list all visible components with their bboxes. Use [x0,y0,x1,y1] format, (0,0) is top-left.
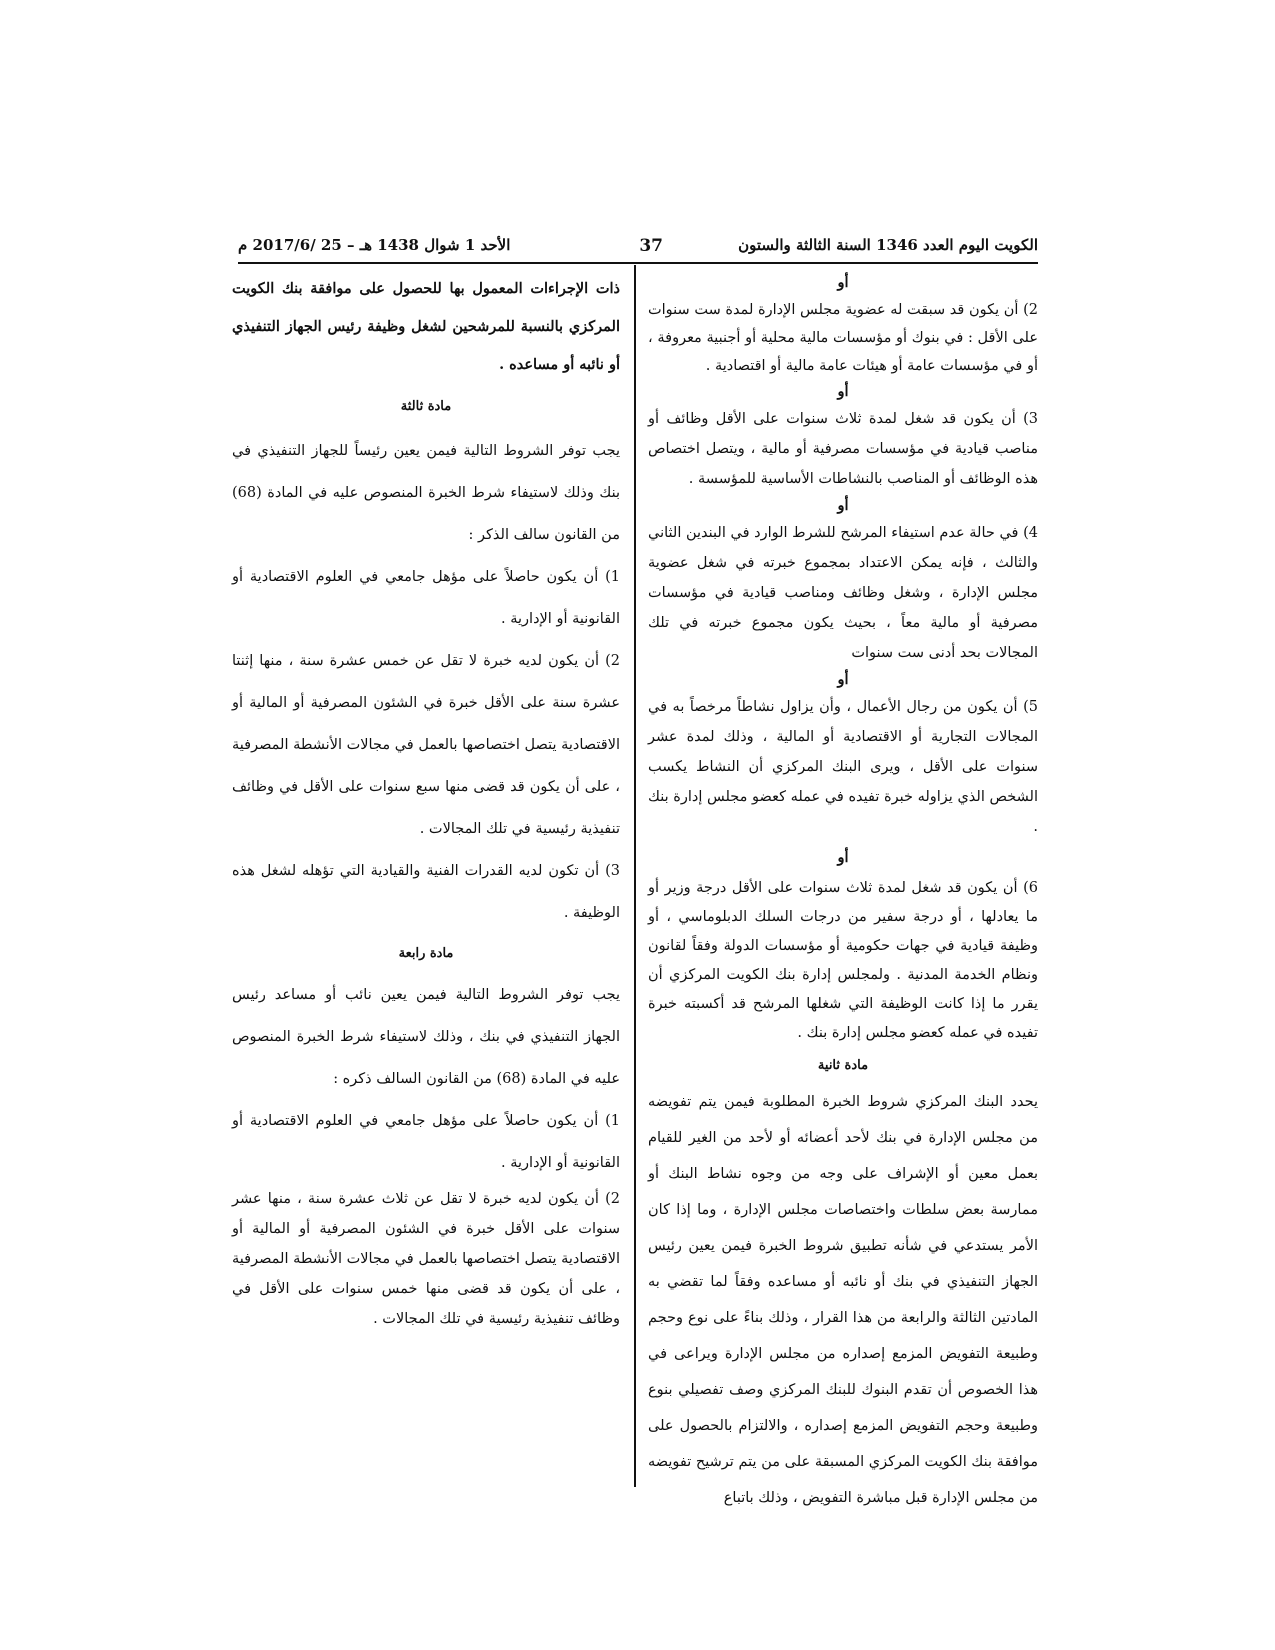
article-4-intro: يجب توفر الشروط التالية فيمن يعين نائب أو مساعد رئيس الجهاز التنفيذي في بنك ، وذلك لاستيفاء شرط الخبرة المنصوص عليه في المادة (68) من القانون السالف ذكره : [232,987,620,1087]
or-separator: أو [837,383,849,400]
article-2-heading: مادة ثانية [817,1058,869,1073]
right-item-6: 6) أن يكون قد شغل لمدة ثلاث سنوات على الأقل درجة وزير أو ما يعادلها ، أو درجة سفير من درجات السلك الدبلوماسي ، أو وظيفة قيادية في جهات حكومية أو مؤسسات الدولة وفقاً لقانون ونظام الخدمة المدنية . ولمجلس إدارة بنك الكويت المركزي أن يقرر ما إذا كانت الوظيفة التي شغلها المرشح قد أكسبته خبرة تفيده في عمله كعضو مجلس إدارة بنك . [648,880,1038,1041]
left-column [232,270,620,1334]
article-4-item-1: 1) أن يكون حاصلاً على مؤهل جامعي في العلوم الاقتصادية أو القانونية أو الإدارية . [232,1113,620,1171]
or-separator: أو [837,671,849,688]
right-item-3: 3) أن يكون قد شغل لمدة ثلاث سنوات على الأقل وظائف أو مناصب قيادية في مؤسسات مصرفية أو مالية ، ويتصل اختصاص هذه الوظائف أو المناصب بالنشاطات الأساسية للمؤسسة . [648,411,1038,487]
page-number: 37 [639,236,663,256]
article-4-item-2: 2) أن يكون لديه خبرة لا تقل عن ثلاث عشرة سنة ، منها عشر سنوات على الأقل خبرة في الشئون المصرفية أو المالية أو الاقتصادية يتصل اختصاصها بالعمل في مجالات الأنشطة المصرفية ، على أن يكون قد قضى منها خمس سنوات على الأقل في وظائف تنفيذية رئيسية في تلك المجالات . [231,1191,620,1327]
or-separator: أو [837,274,849,291]
right-item-4: 4) في حالة عدم استيفاء المرشح للشرط الوارد في البندين الثاني والثالث ، فإنه يمكن الاعتداد بمجموع خبرته في شغل عضوية مجلس الإدارة ، وشغل وظائف ومناصب قيادية في مؤسسات مصرفية أو مالية معاً ، بحيث يكون مجموع خبرته في تلك المجالات بحد أدنى ست سنوات [648,525,1038,661]
or-separator: أو [837,497,849,514]
right-item-2: 2) أن يكون قد سبقت له عضوية مجلس الإدارة لمدة ست سنوات على الأقل : في بنوك أو مؤسسات مالية محلية أو أجنبية معروفة ، أو في مؤسسات عامة أو هيئات عامة مالية أو اقتصادية . [648,302,1038,374]
article-3-intro: يجب توفر الشروط التالية فيمن يعين رئيساً للجهاز التنفيذي في بنك وذلك لاستيفاء شرط الخبرة المنصوص عليه في المادة (68) من القانون سالف الذكر : [232,443,620,543]
or-separator: أو [837,849,849,866]
header-rule [238,262,1038,264]
article-3-item-2: 2) أن يكون لديه خبرة لا تقل عن خمس عشرة سنة ، منها إثنتا عشرة سنة على الأقل خبرة في الشئون المصرفية أو المالية أو الاقتصادية يتصل اختصاصها بالعمل في مجالات الأنشطة المصرفية ، على أن يكون قد قضى منها سبع سنوات على الأقل في وظائف تنفيذية رئيسية في تلك المجالات . [231,653,620,837]
header-issue-info: الكويت اليوم العدد 1346 السنة الثالثة والستون [738,236,1038,254]
article-2-text: يحدد البنك المركزي شروط الخبرة المطلوبة فيمن يتم تفويضه من مجلس الإدارة في بنك لأحد أعضائه أو لأحد من الغير للقيام بعمل معين أو الإشراف على وجه من وجوه نشاط البنك أو ممارسة بعض سلطات واختصاصات مجلس الإدارة ، وما إذا كان الأمر يستدعي في شأنه تطبيق شروط الخبرة فيمن يعين رئيس الجهاز التنفيذي في بنك أو نائبه أو مساعده وفقاً لما تقضي به المادتين الثالثة والرابعة من هذا القرار ، وذلك بناءً على نوع وحجم وطبيعة التفويض المزمع إصداره من مجلس الإدارة ويراعى في هذا الخصوص أن تقدم البنوك للبنك المركزي وصف تفصيلي بنوع وطبيعة وحجم التفويض المزمع إصداره ، والالتزام بالحصول على موافقة بنك الكويت المركزي المسبقة على من يتم ترشيح تفويضه من مجلس الإدارة قبل مباشرة التفويض ، وذلك باتباع [648,1094,1038,1506]
header-date: الأحد 1 شوال 1438 هـ – 25 /2017/6 م [238,236,511,254]
column-divider [634,265,636,1487]
article-3-item-1: 1) أن يكون حاصلاً على مؤهل جامعي في العلوم الاقتصادية أو القانونية أو الإدارية . [232,569,620,627]
article-3-item-3: 3) أن تكون لديه القدرات الفنية والقيادية التي تؤهله لشغل هذه الوظيفة . [232,863,620,921]
article-3-heading: مادة ثالثة [400,399,452,414]
page-header [238,236,1038,262]
right-item-5: 5) أن يكون من رجال الأعمال ، وأن يزاول نشاطاً مرخصاً به في المجالات التجارية أو الاقتصادية أو المالية ، وذلك لمدة عشر سنوات على الأقل ، ويرى البنك المركزي أن النشاط يكسب الشخص الذي يزاوله خبرة تفيده في عمله كعضو مجلس إدارة بنك . [648,699,1038,835]
left-continuation: ذات الإجراءات المعمول بها للحصول على موافقة بنك الكويت المركزي بالنسبة للمرشحين لشغل وظيفة رئيس الجهاز التنفيذي أو نائبه أو مساعده . [232,280,620,373]
article-4-heading: مادة رابعة [398,946,454,961]
right-column [648,270,1038,1516]
